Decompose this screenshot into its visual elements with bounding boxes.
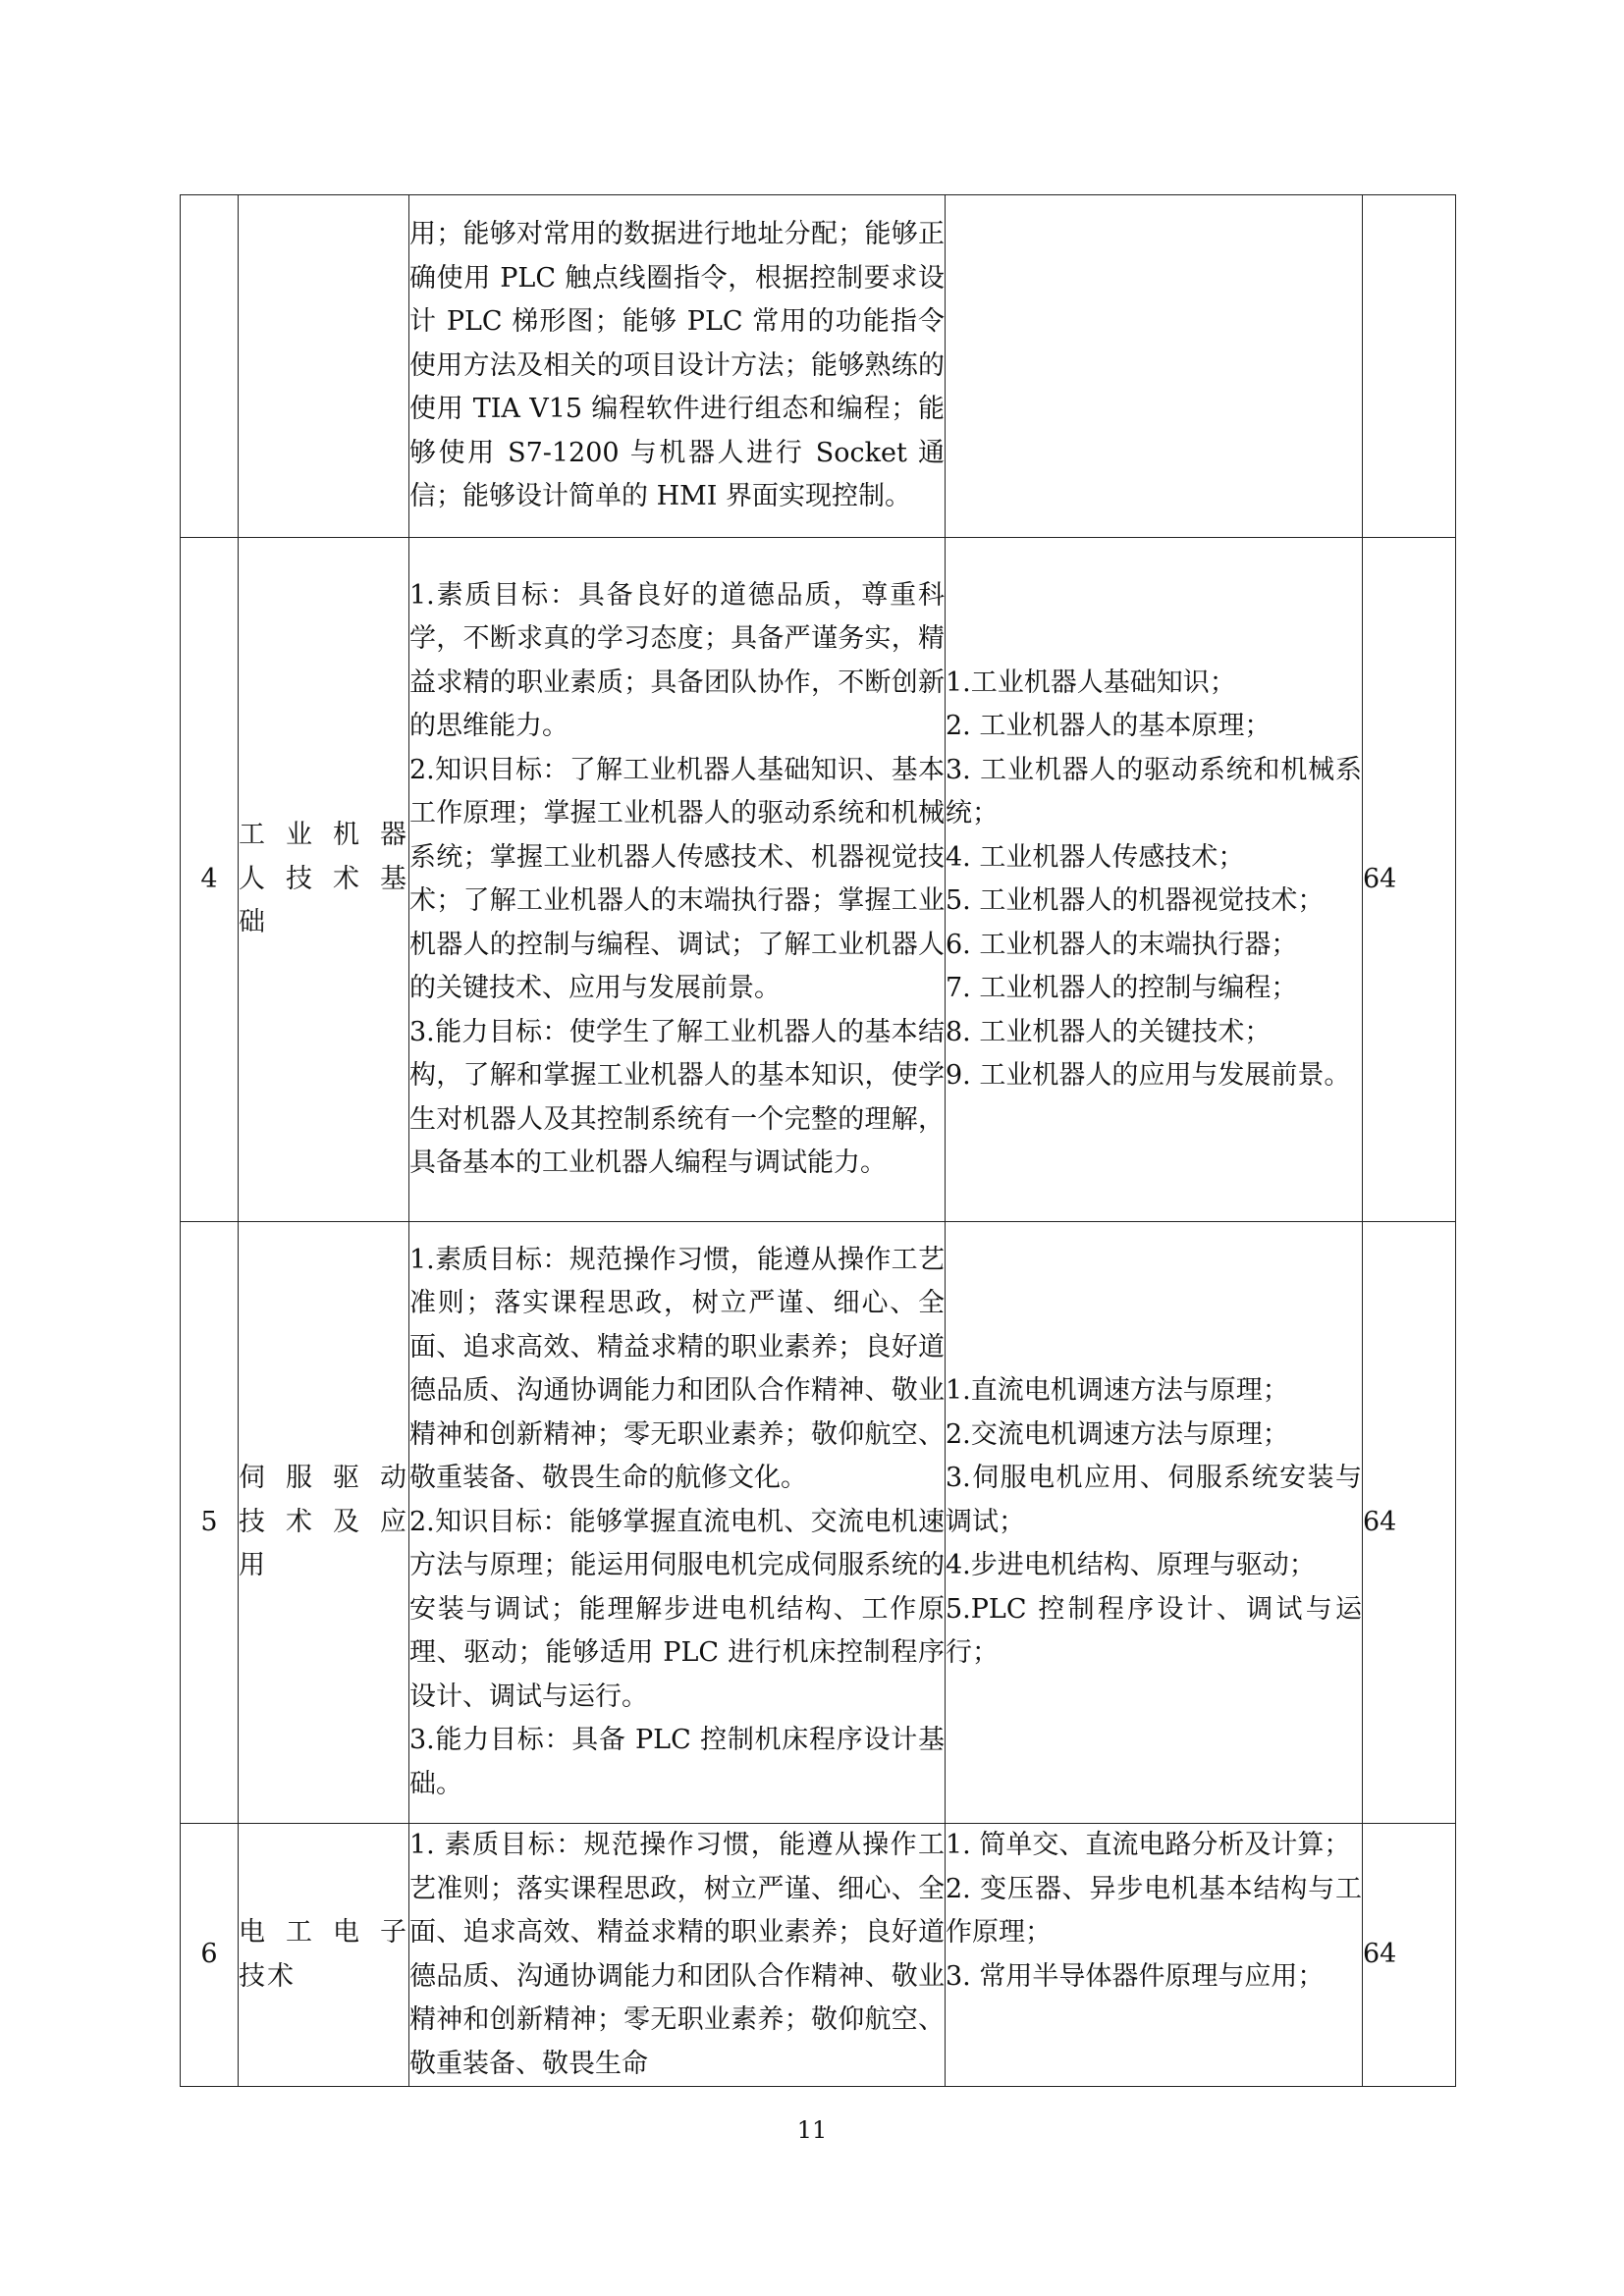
course-objectives [409,1222,946,1824]
course-name [239,1222,409,1824]
row-number: 6 [181,1824,239,2087]
course-name-line: 电工电子 [239,1917,408,1948]
table-row [181,195,1456,538]
course-name-line: 人技术基 [239,863,408,894]
objective-paragraph: 1. 素质目标：规范操作习惯，能遵从操作工艺准则；落实课程思政，树立严谨、细心、全面、追求高效、精益求精的职业素养；良好道德品质、沟通协调能力和团队合作精神、敬业精神和创新精神；零无职业素养；敬仰航空、敬重装备、敬畏生命 [409,1830,945,2079]
content-item: 9. 工业机器人的应用与发展前景。 [946,1060,1351,1091]
course-name [239,538,409,1222]
course-name-line: 用 [239,1550,267,1581]
content-item: 3. 常用半导体器件原理与应用； [946,1960,1325,1992]
content-item: 1.工业机器人基础知识； [946,667,1236,698]
content-item: 2. 变压器、异步电机基本结构与工作原理； [946,1873,1362,1948]
course-name-line: 伺服驱动 [239,1463,408,1494]
course-content [946,195,1363,538]
objective-paragraph: 1.素质目标：具备良好的道德品质，尊重科学，不断求真的学习态度；具备严谨务实，精益求精的职业素质；具备团队协作，不断创新的思维能力。 [409,579,945,741]
content-item: 2. 工业机器人的基本原理； [946,711,1272,741]
row-number: 4 [181,538,239,1222]
objective-paragraph: 1.素质目标：规范操作习惯，能遵从操作工艺准则；落实课程思政，树立严谨、细心、全面、追求高效、精益求精的职业素养；良好道德品质、沟通协调能力和团队合作精神、敬业精神和创新精神；零无职业素养；敬仰航空、敬重装备、敬畏生命的航修文化。 [409,1244,945,1494]
content-item: 3. 工业机器人的驱动系统和机械系统； [946,754,1362,828]
objective-paragraph: 3.能力目标：使学生了解工业机器人的基本结构，了解和掌握工业机器人的基本知识，使学生对机器人及其控制系统有一个完整的理解，具备基本的工业机器人编程与调试能力。 [409,1016,945,1178]
course-name-line: 技术及应 [239,1506,408,1537]
course-content [946,538,1363,1222]
objective-paragraph: 2.知识目标：了解工业机器人基础知识、基本工作原理；掌握工业机器人的驱动系统和机械系统；掌握工业机器人传感技术、机器视觉技术；了解工业机器人的末端执行器；掌握工业机器人的控制与编程、调试；了解工业机器人的关键技术、应用与发展前景。 [409,754,945,1003]
course-content [946,1824,1363,2087]
course-hours [1363,195,1456,538]
content-item: 4.步进电机结构、原理与驱动； [946,1550,1316,1581]
content-item: 1.直流电机调速方法与原理； [946,1375,1289,1407]
course-hours: 64 [1363,1222,1456,1824]
content-item: 5.PLC 控制程序设计、调试与运行； [946,1593,1362,1669]
row-number: 5 [181,1222,239,1824]
table-row [181,1824,1456,2087]
page-number: 11 [796,2116,828,2144]
course-name-line: 技术 [239,1960,296,1992]
row-number [181,195,239,538]
course-hours: 64 [1363,1824,1456,2087]
course-objectives [409,195,946,538]
table-row [181,1222,1456,1824]
course-content [946,1222,1363,1824]
content-item: 4. 工业机器人传感技术； [946,841,1245,873]
content-item: 6. 工业机器人的末端执行器； [946,929,1298,960]
course-name [239,195,409,538]
course-objectives [409,538,946,1222]
content-item: 3.伺服电机应用、伺服系统安装与调试； [946,1463,1362,1537]
course-name-line: 础 [239,907,267,938]
content-item: 8. 工业机器人的关键技术； [946,1016,1272,1047]
content-item: 2.交流电机调速方法与原理； [946,1418,1289,1450]
content-item: 1. 简单交、直流电路分析及计算； [946,1830,1351,1860]
objective-paragraph: 用；能够对常用的数据进行地址分配；能够正确使用 PLC 触点线圈指令，根据控制要求设计 PLC 梯形图；能够 PLC 常用的功能指令使用方法及相关的项目设计方法；能够熟练的使用 TIA V15 编程软件进行组态和编程；能够使用 S7-1200 与机器人进行 Socket 通信；能够设计简单的 HMI 界面实现控制。 [409,219,945,512]
table-row [181,538,1456,1222]
course-name [239,1824,409,2087]
objective-paragraph: 3.能力目标：具备 PLC 控制机床程序设计基础。 [409,1725,945,1799]
course-table [180,194,1456,2087]
objective-paragraph: 2.知识目标：能够掌握直流电机、交流电机速方法与原理；能运用伺服电机完成伺服系统的安装与调试；能理解步进电机结构、工作原理、驱动；能够适用 PLC 进行机床控制程序设计、调试与运行。 [409,1506,945,1712]
course-objectives [409,1824,946,2087]
course-hours: 64 [1363,538,1456,1222]
course-name-line: 工业机器 [239,820,408,851]
content-item: 5. 工业机器人的机器视觉技术； [946,885,1325,916]
content-item: 7. 工业机器人的控制与编程； [946,973,1298,1003]
